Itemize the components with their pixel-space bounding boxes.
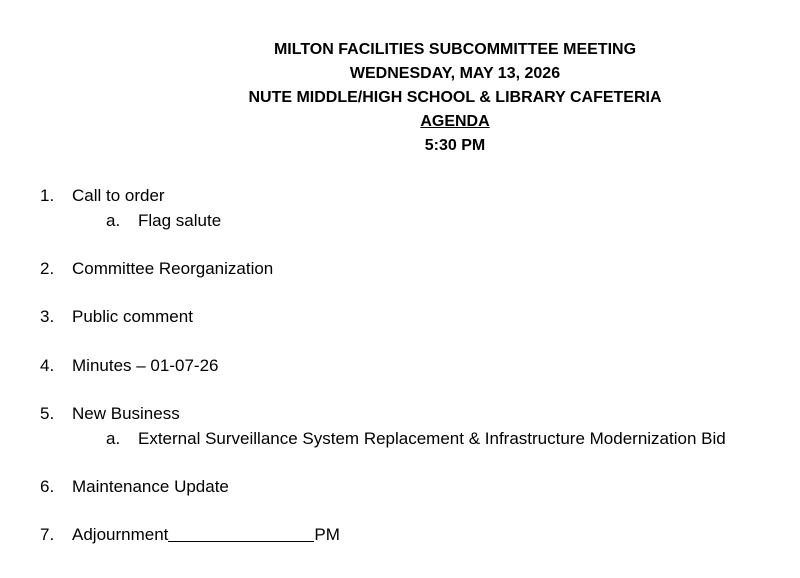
meeting-time: 5:30 PM: [424, 137, 486, 154]
item-number: 6.: [40, 477, 55, 496]
item-label: Minutes – 01-07-26: [72, 356, 219, 375]
meeting-title: MILTON FACILITIES SUBCOMMITTEE MEETING: [273, 41, 637, 58]
item-number: 4.: [40, 356, 55, 375]
adjournment-line: [72, 524, 340, 546]
subitem-label: External Surveillance System Replacement & Infrastructure Modernization Bid: [138, 429, 726, 448]
item-label: Call to order: [72, 186, 165, 205]
item-number: 5.: [40, 404, 55, 423]
item-label: Public comment: [72, 307, 193, 326]
meeting-location: NUTE MIDDLE/HIGH SCHOOL & LIBRARY CAFETERIA: [248, 89, 662, 106]
meeting-date: WEDNESDAY, MAY 13, 2026: [349, 65, 561, 82]
item-number: 3.: [40, 307, 55, 326]
subitem-label: Flag salute: [138, 211, 222, 230]
time-blank-line: [168, 525, 314, 542]
item-number: 7.: [40, 525, 55, 544]
item-label: New Business: [72, 404, 180, 423]
item-number: 1.: [40, 186, 55, 205]
subitem-letter: a.: [106, 429, 121, 448]
subitem-letter: a.: [106, 211, 121, 230]
item-label: Committee Reorganization: [72, 259, 274, 278]
item-label: Adjournment: [72, 525, 169, 544]
time-suffix: PM: [314, 525, 340, 544]
item-number: 2.: [40, 259, 55, 278]
agenda-heading: AGENDA: [420, 113, 490, 130]
item-label: Maintenance Update: [72, 477, 229, 496]
